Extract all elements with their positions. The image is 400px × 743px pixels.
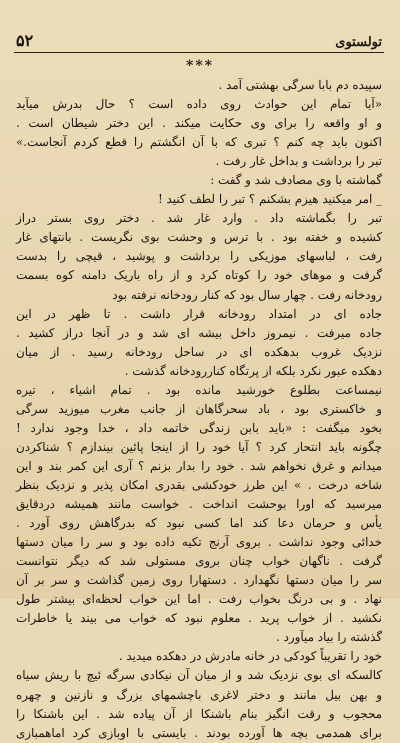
text-line: «آیا تمام این حوادث روی داده است ؟ حال بدرش میآید: [16, 97, 382, 112]
page-number: ۵۲: [16, 31, 34, 50]
text-line: رفت ، لباسهای موزیکی را برداشت و پوشید ، قیچی را بدست: [16, 249, 382, 264]
text-line: نهاد . و بی درنگ بخواب رفت . اما این خواب لحظه‌ای بیشتر طول: [16, 592, 382, 607]
running-title: تولستوی: [335, 35, 382, 50]
text-line: کشیده و خفته بود . با ترس و وحشت بوی نگریست . بانتهای غار: [16, 230, 382, 245]
text-line: جاده میرفت . نیمروز داخل بیشه ای شد و در آنجا دراز کشید .: [16, 325, 382, 340]
text-line: سپیده دم بابا سرگی بهشتی آمد .: [218, 78, 382, 92]
text-line: و بهن بیل مانند و دختر لاغری باچشمهای بزرگ و نازنین و چهره: [16, 687, 382, 702]
page-header: [16, 28, 382, 50]
text-line: نزدیک غروب بدهکده ای در ساحل رودخانه رسید . از میان: [16, 344, 382, 359]
header-rule: [14, 52, 384, 53]
text-line: و خاکستری بود ، باد سحرگاهان از جانب مغرب میوزید سرگی: [16, 401, 382, 416]
text-line: نیمساعت بطلوع خورشید مانده بود . تمام اشیاء ، تیره: [16, 382, 382, 397]
text-line: گذشته را بیاد میآورد .: [276, 630, 382, 645]
text-line: دهکده عبور نکرد بلکه از پرتگاه کناررودخانه گذشت .: [124, 363, 382, 378]
text-line: گماشته با وی مصادف شد و گفت :: [210, 173, 382, 188]
text-line: محجوب و رقت انگیز بنام باشنکا از آن پیاده شد . این باشنکا را: [16, 706, 382, 721]
text-line: میرسید که اورا بوحشت انداخت . خواست مانند همیشه دردقایق: [16, 497, 382, 512]
text-line: برای همدمی بچه ها آورده بودند . بایستی با اوبازی کرد اماهمبازی: [16, 725, 382, 740]
section-break-asterisks: ***: [186, 58, 214, 74]
text-line: جاده ای در امتداد رودخانه قرار داشت . تا ظهر در این: [16, 306, 382, 321]
text-line: خود را تقریباً کودکی در خانه مادرش در دهکده میدید .: [118, 649, 382, 664]
text-line: یأس و حرمان دعا کند اما کسی نبود که بدرگاهش روی آورد .: [16, 516, 382, 531]
text-line: رودخانه رفت . چهار سال بود که کنار رودخانه نرفته بود: [112, 287, 382, 302]
text-line: شاخه درخت . » این طرز خودکشی بقدری امکان پذیر و نزدیک بنظر: [16, 477, 382, 492]
text-line: بخود میگفت : «باید بابن زندگی خاتمه داد ، خدا وجود ندارد !: [16, 420, 382, 435]
text-line: گرفت . ناگهان خواب چنان بروی مستولی شد که دیگر نتوانست: [16, 554, 382, 569]
text-line: خدائی وجود نداشت . بروی آرنج تکیه داده بود و سر را میان دستها: [16, 535, 382, 550]
text-line: و او واقعه را برای وی حکایت میکند . این دختر شیطان است .: [16, 116, 382, 131]
text-line: سر را میان دستها نگهدارد . دستهارا روی زمین گذاشت و سر بر آن: [16, 573, 382, 588]
text-line: میدانم و غرق نخواهم شد . خود را بدار بزنم ؟ آری این کمر بند و این: [16, 458, 382, 473]
text-line: نکشید . از خواب پرید . معلوم نبود که خواب می بیند یا خاطرات: [16, 611, 382, 626]
text-line: گرفت و موهای خود را کوتاه کرد و از راه باریک دامنه کوه بسمت: [16, 268, 382, 283]
text-line: تبر را برداشت و بداخل غار رفت .: [215, 154, 382, 169]
text-line: تبر را بگماشته داد . وارد غار شد . دختر روی بستر دراز: [16, 211, 382, 226]
text-line: اکنون باید چه کنم ؟ تبری که با آن انگشتم را قطع کردم آنجاست.»: [16, 135, 382, 150]
page-body-text: [16, 76, 382, 740]
text-line: چگونه باید انتحار کرد ؟ آیا خود را از اینجا پائین بیندازم ؟ شناکردن: [16, 439, 382, 454]
text-line: _ امر میکنید هیزم بشکنم ؟ تبر را لطف کنید !: [157, 192, 382, 207]
text-line: کالسکه ای بوی نزدیک شد و از میان آن نیکادی سرگه ئیچ با ریش سیاه: [16, 668, 382, 683]
